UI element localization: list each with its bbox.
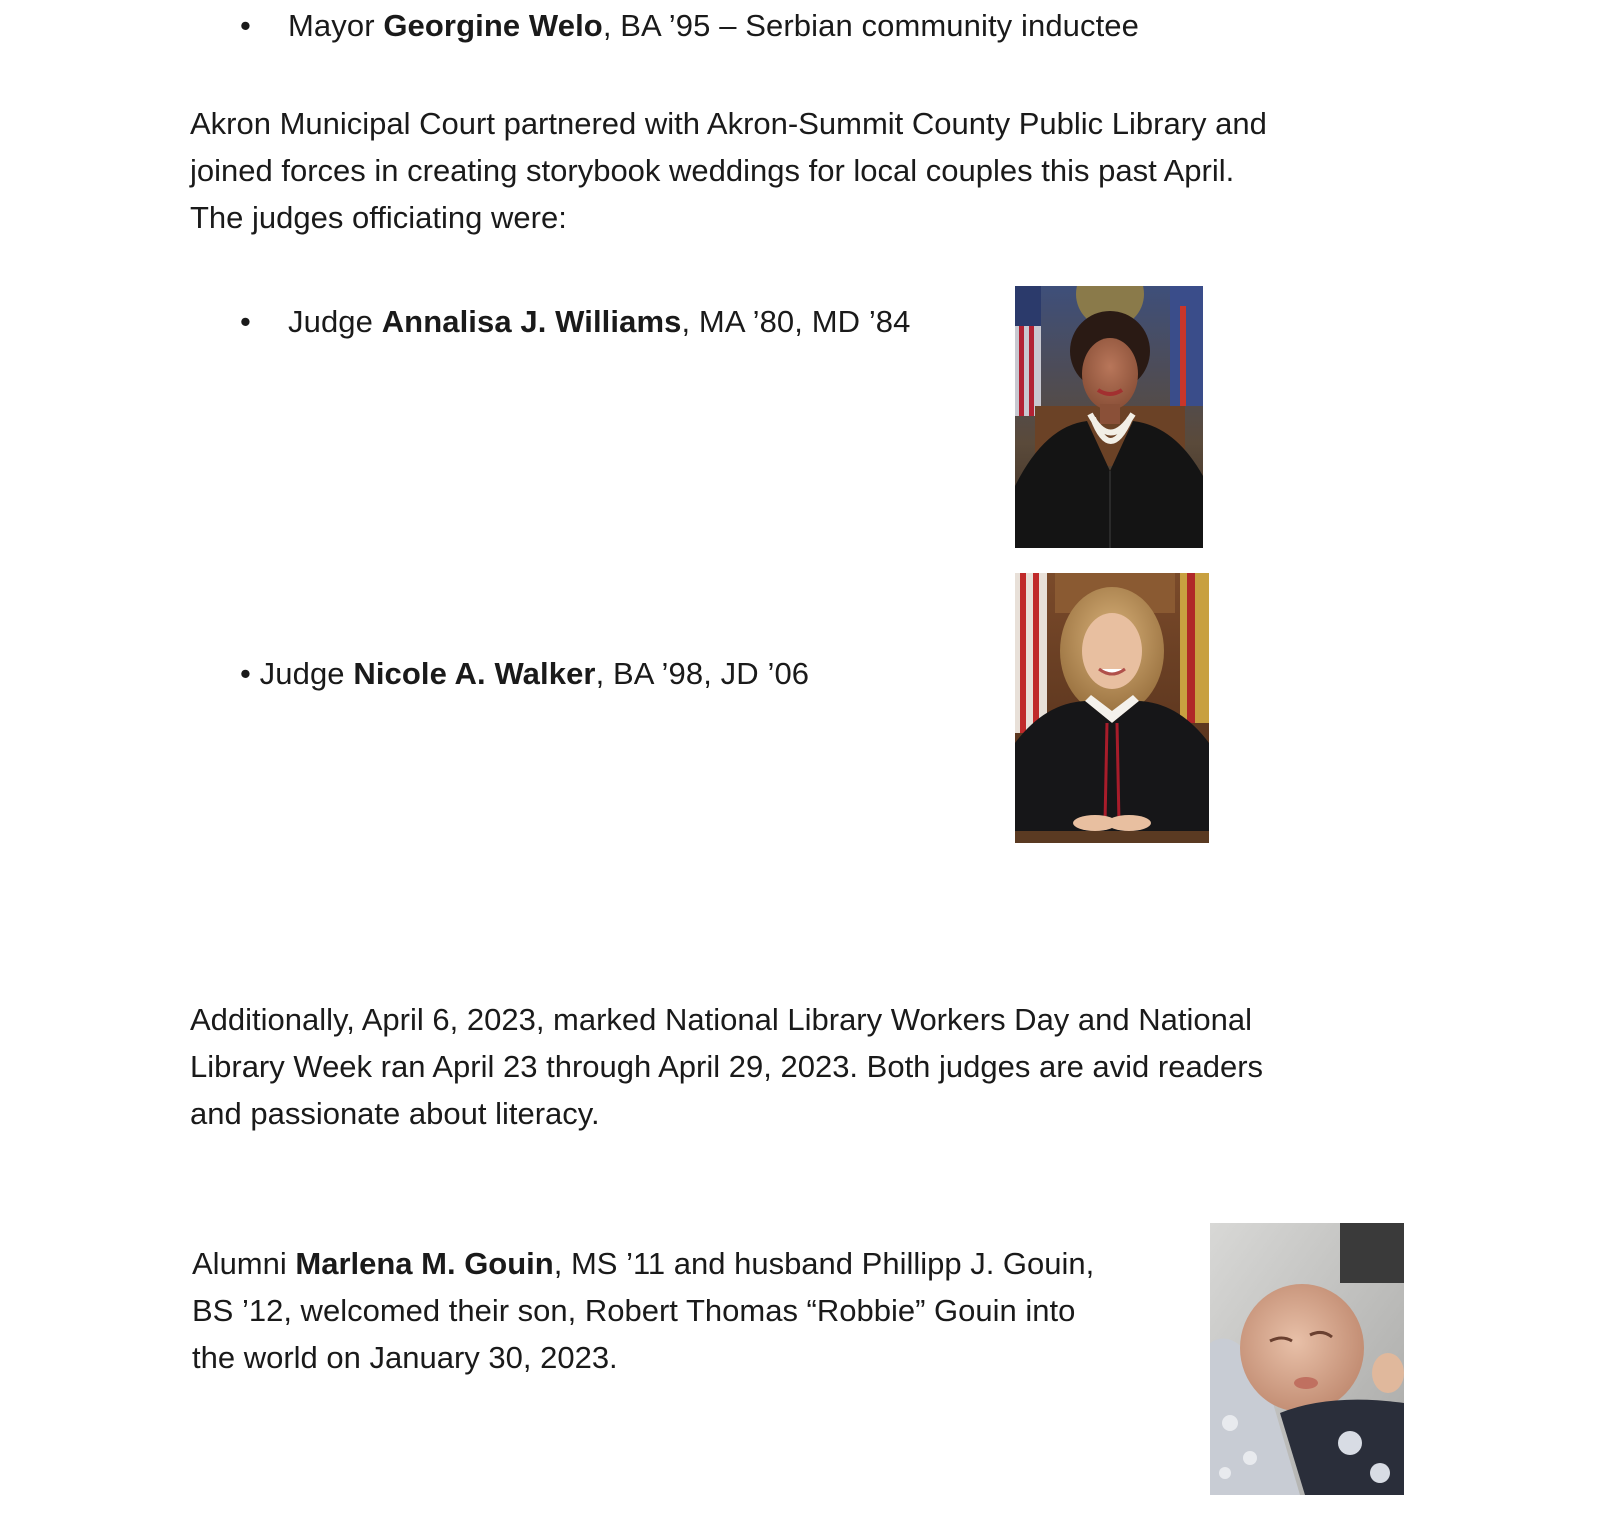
gouin-name: Marlena M. Gouin [295,1246,554,1281]
mayor-suffix: , BA ’95 – Serbian community inductee [602,8,1139,43]
judge-walker-bullet-text [240,650,809,697]
court-paragraph [190,100,1267,241]
court-paragraph-line: joined forces in creating storybook weddings for local couples this past April. [190,153,1235,188]
baby-photo [1210,1223,1404,1495]
bullet-marker: • [240,8,251,43]
judge-williams-prefix: Judge [288,304,382,339]
library-paragraph-line: Additionally, April 6, 2023, marked National Library Workers Day and National [190,1002,1252,1037]
judge-williams-bullet-text [288,298,910,345]
gouin-paragraph [192,1240,1094,1381]
judge-walker-prefix: Judge [259,656,354,691]
mayor-bullet-text [288,2,1139,49]
bullet-marker: • [240,656,251,691]
gouin-paragraph-line: BS ’12, welcomed their son, Robert Thomas “Robbie” Gouin into [192,1293,1076,1328]
gouin-prefix: Alumni [192,1246,296,1281]
judge-williams-photo [1015,286,1203,548]
gouin-suffix: , MS ’11 and husband Phillipp J. Gouin, [553,1246,1095,1281]
court-paragraph-line: The judges officiating were: [190,200,567,235]
judge-williams-suffix: , MA ’80, MD ’84 [681,304,911,339]
gouin-paragraph-line [192,1240,1094,1287]
library-paragraph-line: and passionate about literacy. [190,1096,600,1131]
bullet-marker: • [240,304,251,339]
gouin-paragraph-line: the world on January 30, 2023. [192,1340,618,1375]
mayor-prefix: Mayor [288,8,384,43]
library-paragraph-line: Library Week ran April 23 through April 29, 2023. Both judges are avid readers [190,1049,1264,1084]
judge-williams-name: Annalisa J. Williams [381,304,682,339]
court-paragraph-line: Akron Municipal Court partnered with Akron-Summit County Public Library and [190,106,1267,141]
judge-walker-photo [1015,573,1209,843]
judge-walker-suffix: , BA ’98, JD ’06 [595,656,810,691]
judge-walker-name: Nicole A. Walker [353,656,596,691]
mayor-name: Georgine Welo [383,8,603,43]
library-paragraph [190,996,1263,1137]
